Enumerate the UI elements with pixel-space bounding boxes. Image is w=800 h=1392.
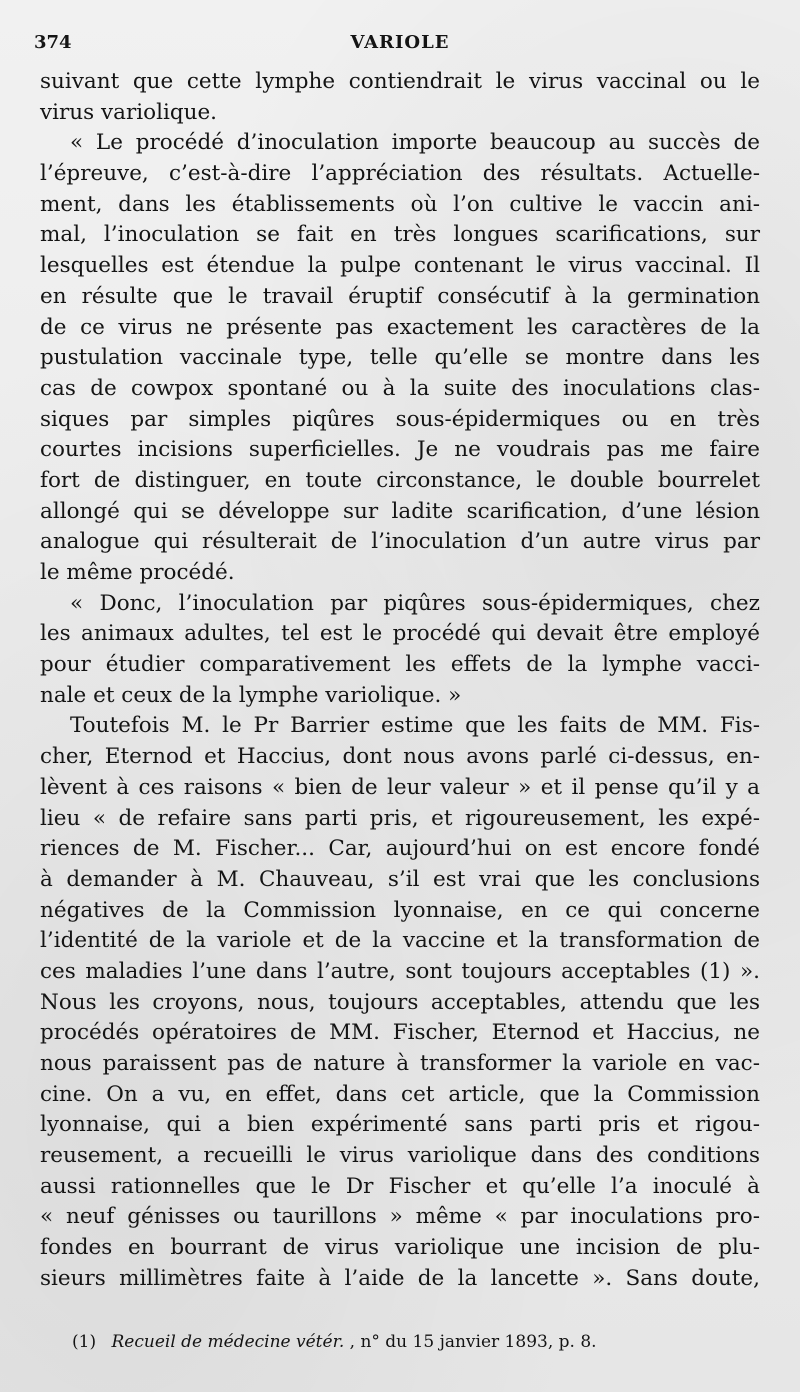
text-line: courtes incisions superficielles. Je ne voudrais pas me faire (40, 437, 760, 463)
text-line: mal, l’inoculation se fait en très longues scarifications, sur (40, 222, 760, 248)
text-line: suivant que cette lymphe contiendrait le virus vaccinal ou le (40, 69, 760, 94)
text-line: ces maladies l’une dans l’autre, sont toujours acceptables (1) ». (40, 958, 760, 984)
running-title: VARIOLE (350, 32, 450, 53)
footnote-marker: (1) (72, 1332, 97, 1352)
text-line: Nous les croyons, nous, toujours acceptables, attendu que les (40, 989, 760, 1015)
footnote-source: Recueil de médecine vétér. (111, 1332, 345, 1352)
text-line: le même procédé. (40, 560, 235, 585)
text-line: à demander à M. Chauveau, s’il est vrai que les conclusions (40, 866, 760, 892)
text-line: analogue qui résulterait de l’inoculation d’un autre virus par (40, 529, 760, 555)
body-text (40, 67, 760, 1295)
page-number: 374 (34, 32, 72, 53)
text-line: lieu « de refaire sans parti pris, et rigoureusement, les expé- (40, 805, 760, 831)
text-line: de ce virus ne présente pas exactement les caractères de la (40, 314, 760, 340)
text-line: l’épreuve, c’est-à-dire l’appréciation des résultats. Actuelle- (40, 161, 760, 187)
text-line: « Le procédé d’inoculation importe beaucoup au succès de (70, 130, 760, 156)
text-line: siques par simples piqûres sous-épidermiques ou en très (40, 406, 760, 432)
text-line: lesquelles est étendue la pulpe contenant le virus vaccinal. Il (40, 253, 760, 279)
text-line: procédés opératoires de MM. Fischer, Eternod et Haccius, ne (40, 1020, 760, 1046)
text-line: en résulte que le travail éruptif consécutif à la germination (40, 283, 760, 309)
text-line: lèvent à ces raisons « bien de leur valeur » et il pense qu’il y a (40, 774, 760, 800)
footnote-detail: , n° du 15 janvier 1893, p. 8. (349, 1332, 597, 1352)
text-line: ment, dans les établissements où l’on cultive le vaccin ani- (40, 191, 760, 217)
page-header (34, 30, 766, 60)
text-line: sieurs millimètres faite à l’aide de la lancette ». Sans doute, (40, 1265, 760, 1291)
text-line: les animaux adultes, tel est le procédé qui devait être employé (40, 621, 760, 647)
text-line: pour étudier comparativement les effets de la lymphe vacci- (40, 652, 760, 678)
text-line: virus variolique. (40, 99, 217, 125)
text-line: riences de M. Fischer... Car, aujourd’hui on est encore fondé (40, 836, 760, 862)
text-line: cas de cowpox spontané ou à la suite des inoculations clas- (40, 375, 760, 401)
text-line: aussi rationnelles que le Dr Fischer et qu’elle l’a inoculé à (40, 1173, 760, 1199)
text-line: l’identité de la variole et de la vaccine et la transformation de (40, 928, 760, 954)
text-line: fort de distinguer, en toute circonstance, le double bourrelet (40, 467, 760, 493)
text-line: nale et ceux de la lymphe variolique. » (40, 682, 462, 708)
footnote (72, 1332, 760, 1352)
text-line: reusement, a recueilli le virus variolique dans des conditions (40, 1143, 760, 1169)
text-line: nous paraissent pas de nature à transformer la variole en vac- (40, 1051, 760, 1076)
text-line: Toutefois M. le Pr Barrier estime que les faits de MM. Fis- (70, 713, 760, 739)
text-line: cine. On a vu, en effet, dans cet article, que la Commission (40, 1081, 760, 1107)
text-line: pustulation vaccinale type, telle qu’elle se montre dans les (40, 345, 760, 371)
text-line: fondes en bourrant de virus variolique une incision de plu- (40, 1235, 760, 1261)
text-line: lyonnaise, qui a bien expérimenté sans parti pris et rigou- (40, 1112, 760, 1138)
text-line: négatives de la Commission lyonnaise, en ce qui concerne (40, 897, 760, 923)
text-line: « neuf génisses ou taurillons » même « par inoculations pro- (40, 1204, 760, 1230)
text-line: cher, Eternod et Haccius, dont nous avons parlé ci-dessus, en- (40, 744, 760, 770)
text-line: « Donc, l’inoculation par piqûres sous-épidermiques, chez (70, 590, 760, 616)
text-line: allongé qui se développe sur ladite scarification, d’une lésion (40, 498, 760, 524)
